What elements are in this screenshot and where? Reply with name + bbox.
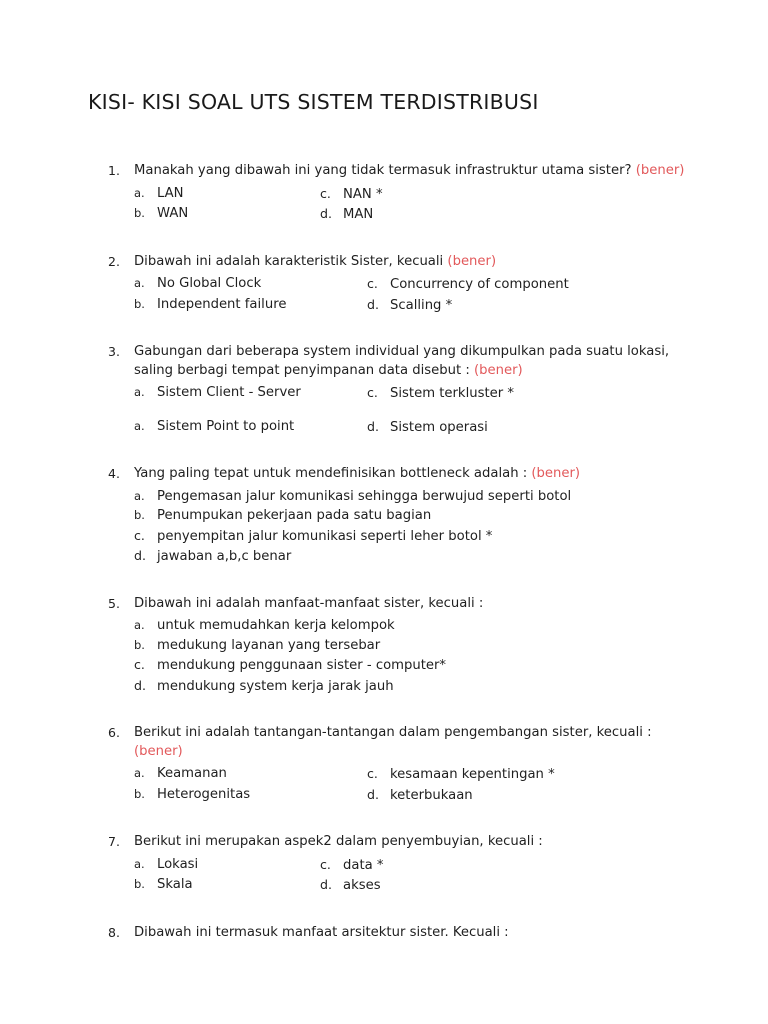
question-list	[0, 162, 768, 970]
question-number: 4.	[108, 466, 120, 481]
question-item	[0, 343, 768, 437]
option-text: akses	[343, 878, 381, 893]
answer-marker: (bener)	[531, 466, 581, 481]
option-c[interactable]	[134, 526, 698, 547]
option-label: d.	[367, 418, 379, 434]
question-text	[134, 253, 698, 272]
option-text: NAN *	[343, 186, 383, 202]
option-row	[134, 636, 698, 656]
option-b[interactable]	[134, 875, 320, 895]
option-c[interactable]	[320, 855, 384, 876]
option-label: a.	[134, 618, 145, 632]
question-text	[134, 924, 698, 943]
option-a[interactable]	[134, 417, 367, 437]
option-row	[134, 785, 698, 806]
option-row	[134, 546, 698, 567]
option-d[interactable]	[367, 417, 488, 438]
option-text: jawaban a,b,c benar	[157, 549, 292, 564]
option-text: penyempitan jalur komunikasi seperti leher botol *	[157, 528, 493, 544]
option-c[interactable]	[367, 274, 569, 295]
option-text: WAN	[157, 206, 189, 221]
question-item	[0, 595, 768, 697]
question-text	[134, 724, 698, 761]
option-label: d.	[367, 296, 379, 312]
option-label: b.	[134, 637, 145, 652]
option-list	[134, 855, 698, 896]
option-label: c.	[367, 276, 378, 291]
question-number: 5.	[108, 595, 120, 611]
option-text: Penumpukan pekerjaan pada satu bagian	[157, 508, 432, 523]
question-stem: Dibawah ini termasuk manfaat arsitektur sister. Kecuali :	[134, 924, 509, 940]
question-item	[0, 924, 768, 943]
option-label: d.	[367, 786, 379, 802]
option-label: d.	[320, 206, 332, 221]
option-text: Sistem terkluster *	[390, 386, 514, 401]
option-d[interactable]	[367, 295, 452, 316]
option-d[interactable]	[134, 546, 698, 567]
option-b[interactable]	[134, 295, 367, 315]
option-b[interactable]	[134, 204, 320, 224]
option-text: untuk memudahkan kerja kelompok	[157, 618, 395, 633]
option-list	[134, 764, 698, 805]
option-text: medukung layanan yang tersebar	[157, 637, 381, 653]
question-item	[0, 465, 768, 567]
option-label: c.	[367, 385, 378, 400]
question-text	[134, 343, 698, 380]
option-text: mendukung system kerja jarak jauh	[157, 678, 394, 694]
question-item	[0, 162, 768, 225]
option-row	[134, 855, 698, 876]
question-number: 1.	[108, 163, 120, 178]
question-number: 8.	[108, 924, 120, 940]
option-text: Concurrency of component	[390, 277, 569, 292]
option-c[interactable]	[134, 655, 698, 676]
option-row	[134, 274, 698, 295]
option-label: a.	[134, 385, 145, 399]
option-label: a.	[134, 856, 145, 871]
option-a[interactable]	[134, 764, 367, 784]
option-d[interactable]	[320, 204, 373, 225]
option-c[interactable]	[367, 383, 514, 404]
option-row	[134, 204, 698, 225]
option-b[interactable]	[134, 506, 698, 526]
question-text	[134, 465, 698, 484]
option-label: c.	[134, 657, 145, 672]
option-label: a.	[134, 766, 145, 780]
question-stem: Gabungan dari beberapa system individual yang dikumpulkan pada suatu lokasi, saling berbagi tempat penyimpanan data disebut :	[134, 344, 670, 378]
question-item	[0, 833, 768, 896]
option-label: b.	[134, 877, 145, 891]
option-a[interactable]	[134, 855, 320, 875]
option-row	[134, 184, 698, 205]
option-label: c.	[134, 527, 145, 543]
option-c[interactable]	[367, 764, 555, 785]
option-row	[134, 417, 698, 438]
question-item	[0, 724, 768, 805]
option-b[interactable]	[134, 636, 698, 656]
option-list	[134, 184, 698, 225]
option-a[interactable]	[134, 616, 698, 636]
option-row	[134, 383, 698, 404]
option-d[interactable]	[320, 875, 381, 896]
answer-marker: (bener)	[473, 362, 523, 378]
question-stem: Manakah yang dibawah ini yang tidak termasuk infrastruktur utama sister?	[134, 163, 632, 178]
option-a[interactable]	[134, 274, 367, 294]
answer-marker: (bener)	[134, 743, 183, 759]
question-text	[134, 162, 698, 181]
option-row	[134, 655, 698, 676]
option-d[interactable]	[134, 676, 698, 697]
option-row	[134, 506, 698, 526]
option-text: No Global Clock	[157, 276, 262, 291]
option-text: data *	[343, 857, 384, 873]
option-text: LAN	[157, 185, 184, 201]
answer-marker: (bener)	[447, 253, 497, 269]
option-list	[134, 274, 698, 315]
option-label: b.	[134, 206, 145, 220]
question-text	[134, 833, 698, 852]
option-a[interactable]	[134, 383, 367, 403]
option-text: Independent failure	[157, 296, 287, 312]
option-list	[134, 383, 698, 437]
option-label: a.	[134, 185, 145, 200]
question-number: 6.	[108, 725, 120, 740]
option-label: d.	[134, 548, 146, 563]
option-text: Sistem Point to point	[157, 418, 295, 434]
option-a[interactable]	[134, 184, 320, 204]
question-stem: Yang paling tepat untuk mendefinisikan bottleneck adalah :	[134, 466, 528, 481]
question-stem: Berikut ini merupakan aspek2 dalam penyembuyian, kecuali :	[134, 834, 543, 849]
option-text: Skala	[157, 877, 193, 892]
question-stem: Dibawah ini adalah karakteristik Sister, kecuali	[134, 253, 444, 269]
option-list	[134, 616, 698, 696]
option-row	[134, 676, 698, 697]
option-c[interactable]	[320, 184, 383, 205]
question-stem: Dibawah ini adalah manfaat-manfaat sister, kecuali :	[134, 595, 484, 611]
option-label: b.	[134, 296, 145, 311]
option-label: c.	[367, 766, 378, 781]
option-row	[134, 487, 698, 507]
question-number: 7.	[108, 834, 120, 849]
option-b[interactable]	[134, 785, 367, 805]
option-label: c.	[320, 856, 331, 872]
option-label: b.	[134, 786, 145, 801]
option-text: Heterogenitas	[157, 786, 251, 802]
option-row	[134, 875, 698, 896]
option-d[interactable]	[367, 785, 473, 806]
option-label: b.	[134, 508, 145, 522]
option-row	[134, 295, 698, 316]
question-item	[0, 253, 768, 316]
option-text: Sistem operasi	[390, 419, 488, 435]
option-text: Lokasi	[157, 856, 199, 872]
answer-marker: (bener)	[635, 163, 685, 178]
option-label: a.	[134, 488, 145, 503]
option-text: keterbukaan	[390, 787, 473, 803]
option-a[interactable]	[134, 487, 698, 507]
question-number: 3.	[108, 344, 120, 359]
option-text: Pengemasan jalur komunikasi sehingga berwujud seperti botol	[157, 488, 572, 504]
option-text: MAN	[343, 207, 374, 222]
option-row	[134, 616, 698, 636]
option-label: d.	[320, 877, 332, 892]
option-text: Sistem Client - Server	[157, 385, 301, 400]
option-row	[134, 764, 698, 785]
option-text: Keamanan	[157, 766, 227, 781]
option-label: a.	[134, 276, 145, 290]
option-row	[134, 526, 698, 547]
option-label: d.	[134, 677, 146, 693]
question-text	[134, 595, 698, 614]
option-text: mendukung penggunaan sister - computer*	[157, 658, 447, 673]
option-label: a.	[134, 418, 145, 433]
question-stem: Berikut ini adalah tantangan-tantangan dalam pengembangan sister, kecuali :	[134, 725, 652, 740]
page-title: KISI- KISI SOAL UTS SISTEM TERDISTRIBUSI	[88, 90, 539, 114]
option-text: Scalling *	[390, 297, 453, 313]
option-label: c.	[320, 185, 331, 201]
option-list	[134, 487, 698, 567]
option-text: kesamaan kepentingan *	[390, 767, 555, 782]
question-number: 2.	[108, 253, 120, 269]
